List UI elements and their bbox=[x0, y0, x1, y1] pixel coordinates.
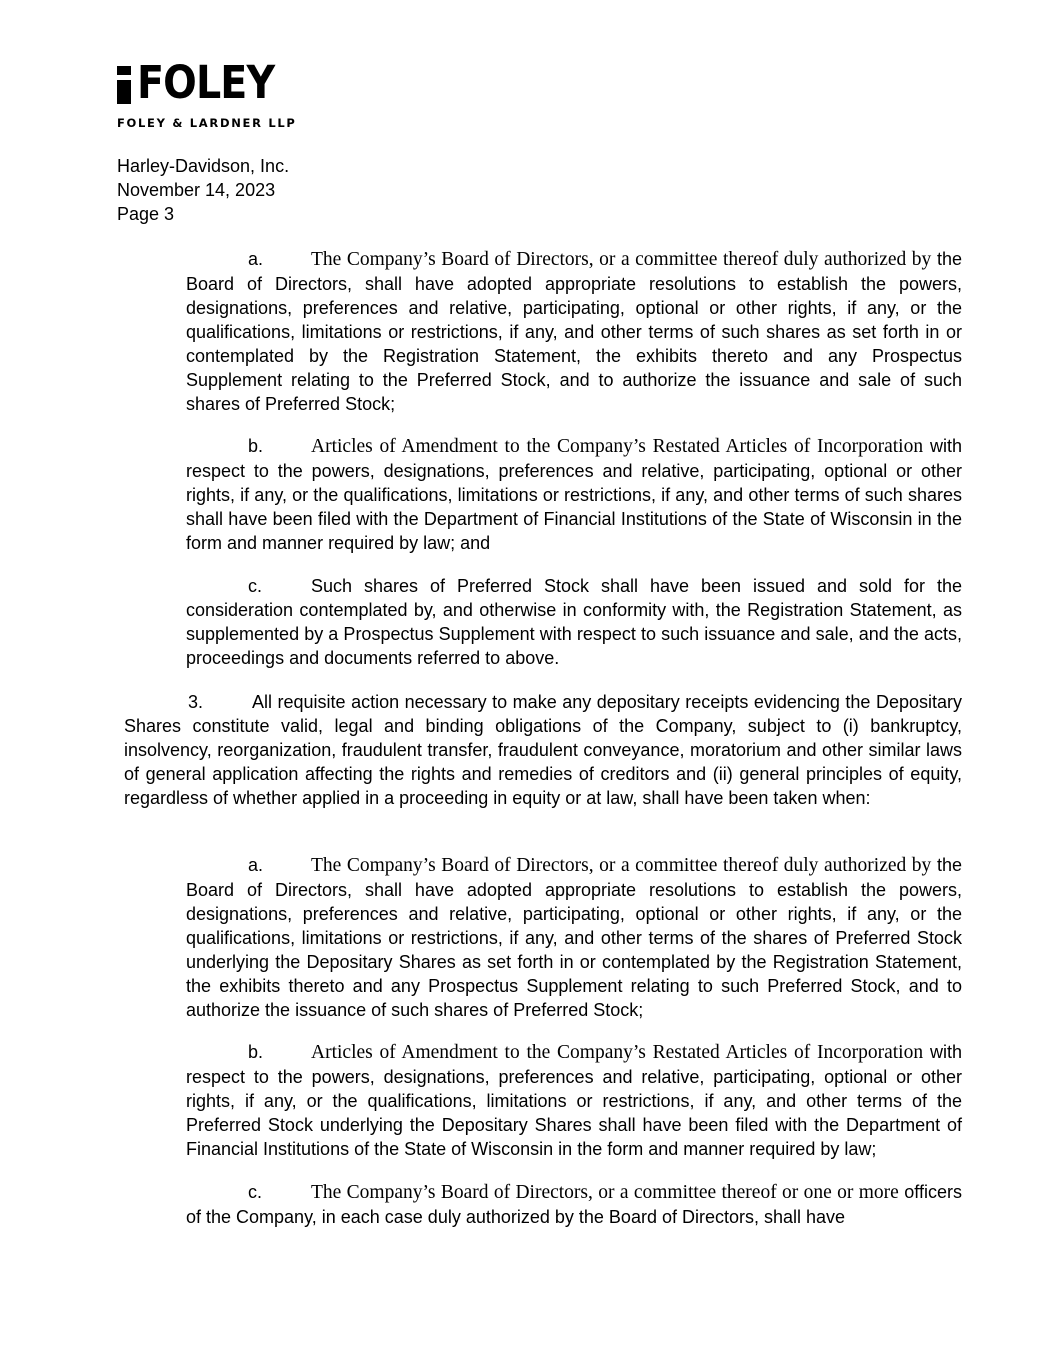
item-text: the Board of Directors, shall have adopted appropriate resolutions to establish the powers, designations, preferences and relative, participating, optional or other rights, if any, or the qualifications, limitations or restrictions, if any, and other terms of such shares as set forth in or contemplated by the Registration Statement, the exhibits thereto and any Prospectus Supplement relating to the Preferred Stock, and to authorize the issuance and sale of such shares of Preferred Stock; bbox=[186, 249, 962, 414]
item-text: the Board of Directors, shall have adopted appropriate resolutions to establish the powers, designations, preferences and relative, participating, optional or other rights, if any, or the qualifications, limitations or restrictions, if any, and other terms of the shares of Preferred Stock underlying the Depositary Shares as set forth in or contemplated by the Registration Statement, the exhibits thereto and any Prospectus Supplement relating to such Preferred Stock, and to authorize the issuance of such shares of Preferred Stock; bbox=[186, 855, 962, 1020]
item-first-line: The Company’s Board of Directors, or a committee thereof or one or more bbox=[311, 1182, 899, 1203]
item-label: b. bbox=[248, 1042, 264, 1062]
paragraph-3b bbox=[186, 1040, 962, 1161]
item-label: b. bbox=[248, 436, 264, 456]
foley-logo bbox=[117, 56, 317, 134]
paragraph-3 bbox=[124, 690, 962, 810]
paragraph-2b bbox=[186, 434, 962, 555]
item-first-line: Articles of Amendment to the Company’s Restated Articles of Incorporation bbox=[311, 436, 924, 457]
item-first-line: The Company’s Board of Directors, or a committee thereof duly authorized by bbox=[311, 249, 932, 270]
header-page: Page 3 bbox=[117, 204, 175, 224]
item-text: with respect to the powers, designations, preferences and relative, participating, optional or other rights, if any, or the qualifications, limitations or restrictions, if any, and other terms of such shares shall have been filed with the Department of Financial Institutions of the State of Wisconsin in the form and manner required by law; and bbox=[186, 436, 962, 553]
item-label: a. bbox=[248, 855, 264, 875]
item-label: c. bbox=[248, 1182, 263, 1202]
paragraph-3c bbox=[186, 1180, 962, 1229]
logo-mark-icon bbox=[117, 66, 131, 104]
firm-name: FOLEY & LARDNER LLP bbox=[117, 116, 297, 130]
item-text: with respect to the powers, designations, preferences and relative, participating, optional or other rights, if any, or the qualifications, limitations or restrictions, if any, and other terms of the Preferred Stock underlying the Depositary Shares shall have been filed with the Department of Financial Institutions of the State of Wisconsin in the form and manner required by law; bbox=[186, 1042, 962, 1159]
paragraph-2c bbox=[186, 574, 962, 670]
paragraph-3a bbox=[186, 853, 962, 1022]
header-date: November 14, 2023 bbox=[117, 180, 276, 200]
item-first-line: Articles of Amendment to the Company’s Restated Articles of Incorporation bbox=[311, 1042, 924, 1063]
logo-wordmark: FOLEY bbox=[137, 56, 275, 109]
item-text: Such shares of Preferred Stock shall have been issued and sold for the consideration contemplated by, and otherwise in conformity with, the Registration Statement, as supplemented by a Prospectus Supplement with respect to such issuance and sale, and the acts, proceedings and documents referred to above. bbox=[186, 576, 962, 668]
item-text: All requisite action necessary to make any depositary receipts evidencing the Depositary Shares constitute valid, legal and binding obligations of the Company, subject to (i) bankruptcy, insolvency, reorganization, fraudulent transfer, fraudulent conveyance, moratorium and other similar laws of general application affecting the rights and remedies of creditors and (ii) general principles of equity, regardless of whether applied in a proceeding in equity or at law, shall have been taken when: bbox=[124, 692, 962, 808]
item-label: a. bbox=[248, 249, 264, 269]
letter-header bbox=[117, 154, 289, 226]
item-label: 3. bbox=[188, 692, 204, 712]
paragraph-2a bbox=[186, 247, 962, 416]
item-text: officers of the Company, in each case duly authorized by the Board of Directors, shall have bbox=[186, 1182, 962, 1227]
item-first-line: The Company’s Board of Directors, or a committee thereof duly authorized by bbox=[311, 855, 932, 876]
header-company: Harley-Davidson, Inc. bbox=[117, 156, 290, 176]
item-label: c. bbox=[248, 576, 263, 596]
